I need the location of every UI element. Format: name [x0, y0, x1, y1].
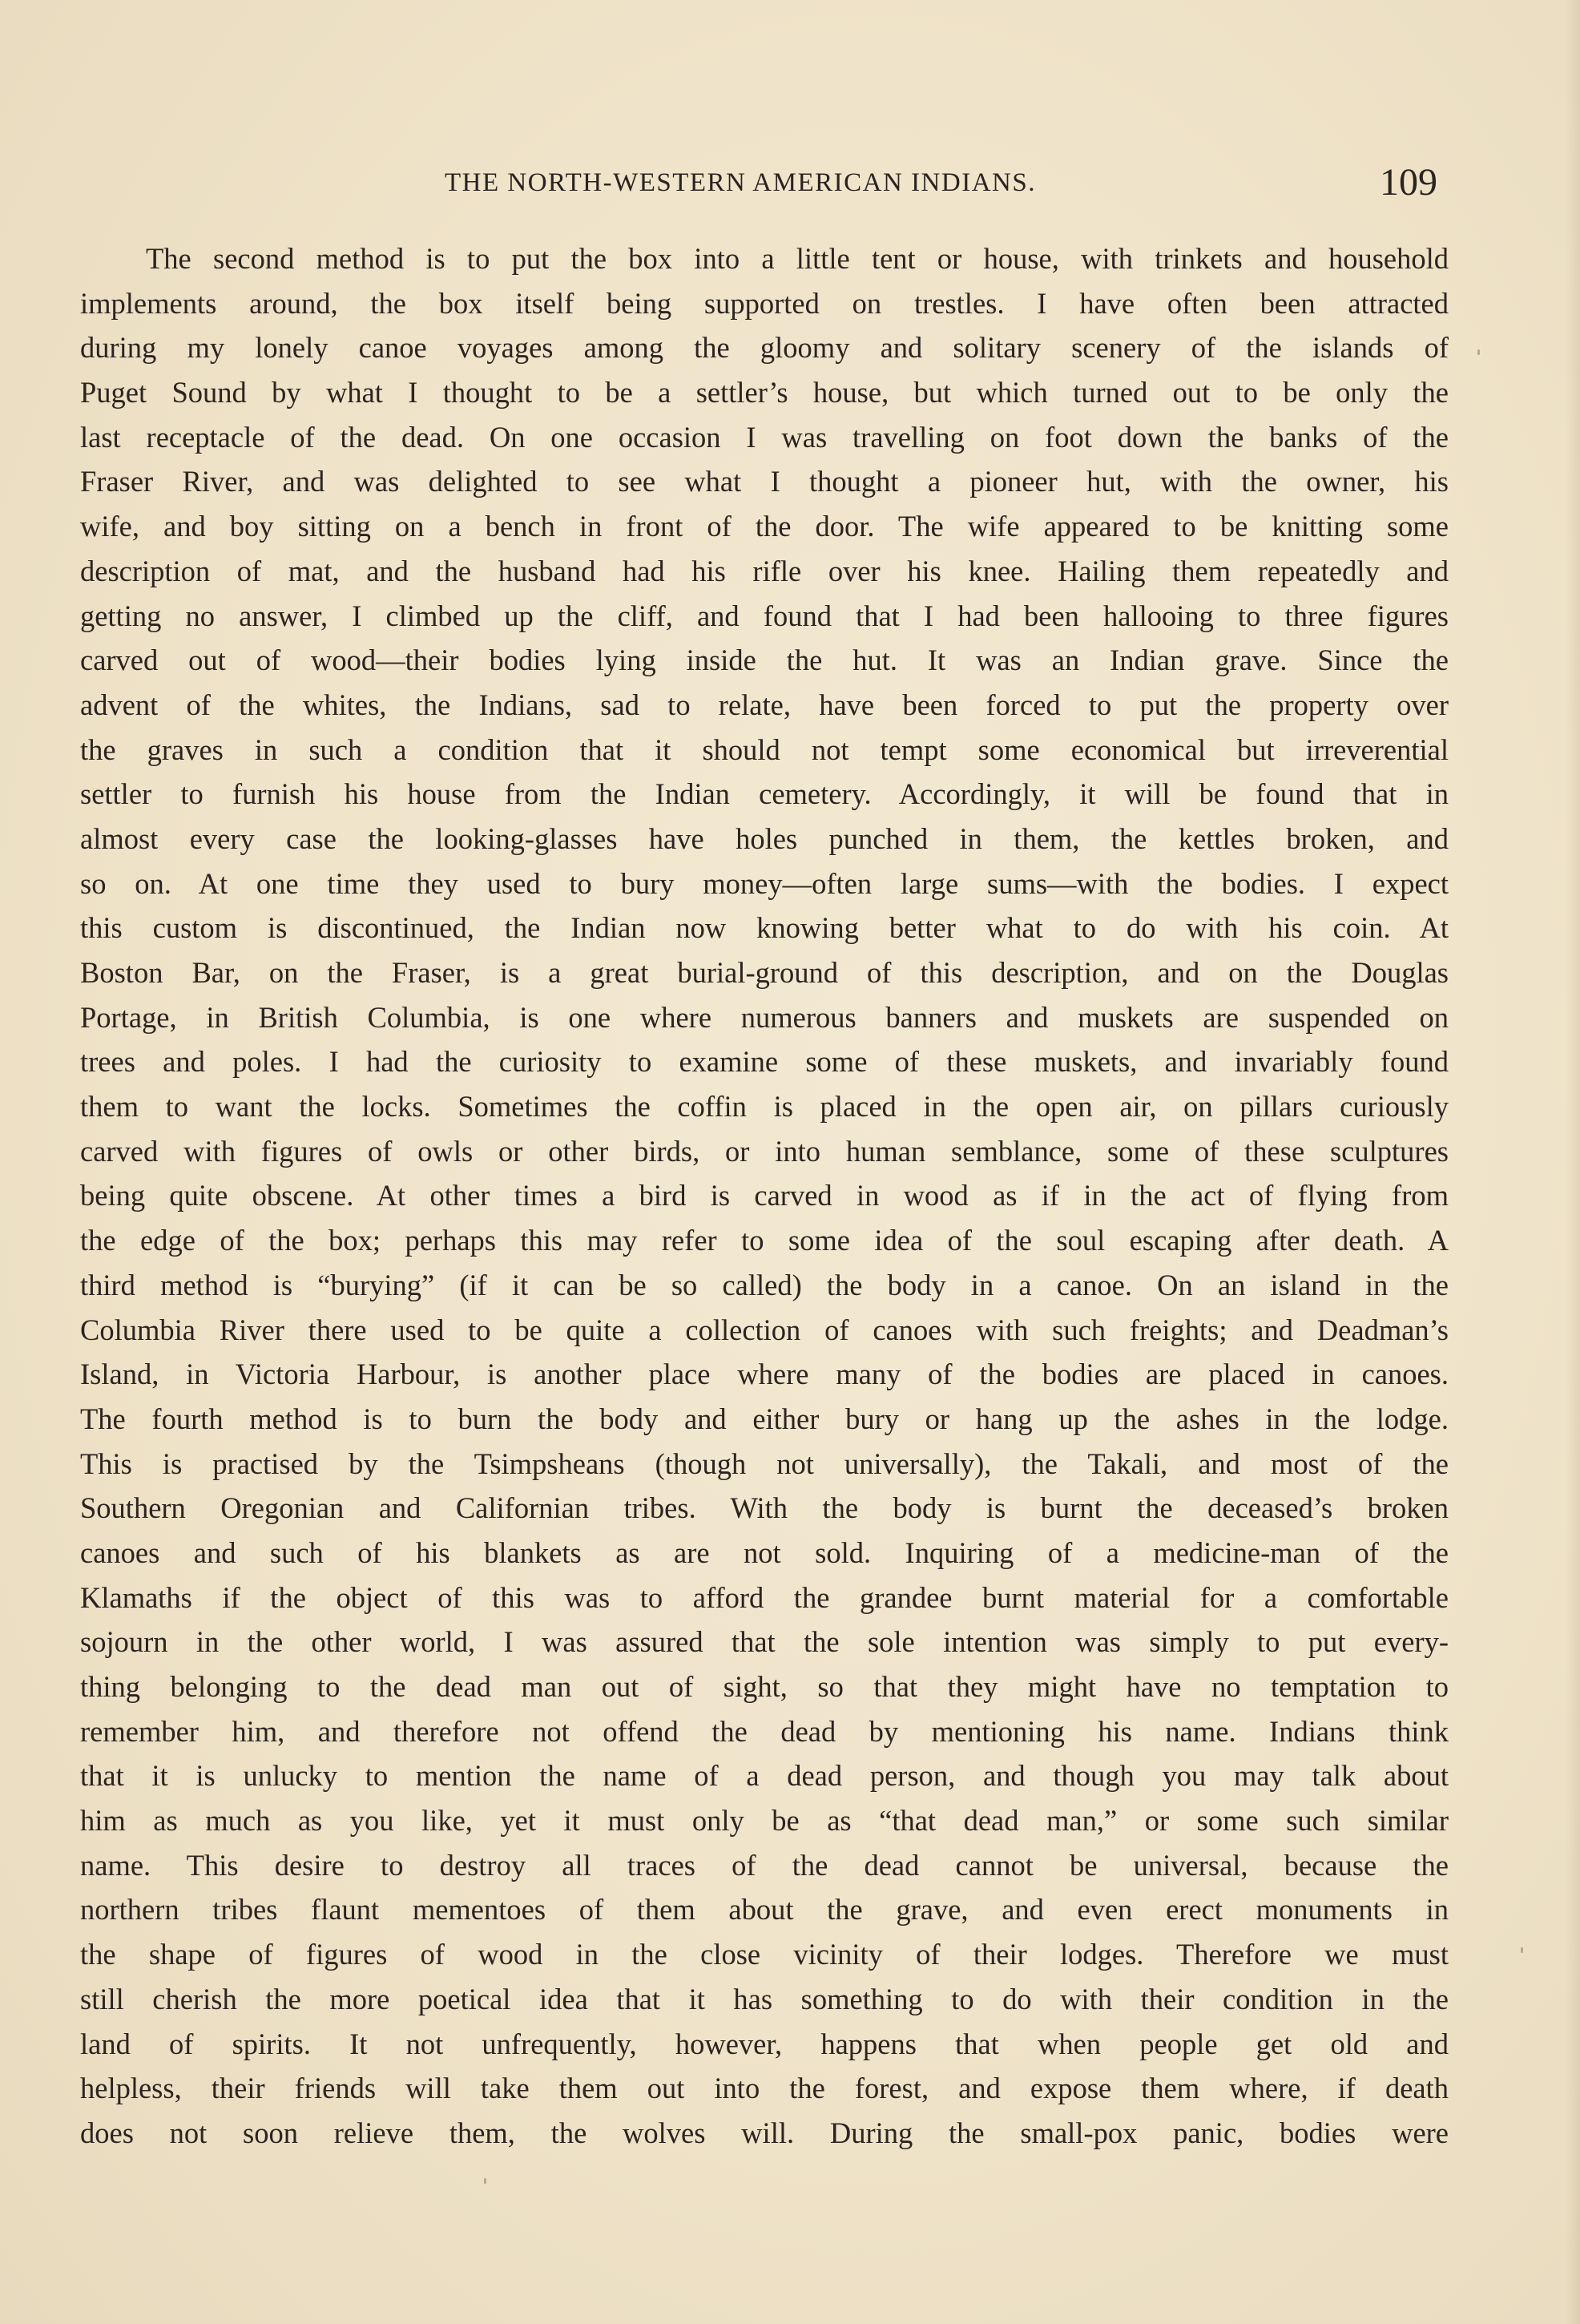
text-line: third method is “burying” (if it can be so called) the body in a canoe. On an island in the [80, 1268, 1449, 1301]
text-line: carved out of wood—their bodies lying inside the hut. It was an Indian grave. Since the [80, 644, 1449, 677]
body-text [80, 236, 1449, 2156]
text-line: Puget Sound by what I thought to be a settler’s house, but which turned out to be only the [80, 376, 1449, 410]
text-line: during my lonely canoe voyages among the gloomy and solitary scenery of the islands of [80, 331, 1449, 365]
text-line: land of spirits. It not unfrequently, however, happens that when people get old and [80, 2027, 1449, 2060]
text-line: canoes and such of his blankets as are not sold. Inquiring of a medicine-man of the [80, 1535, 1449, 1569]
text-line: Fraser River, and was delighted to see what I thought a pioneer hut, with the owner, his [80, 465, 1449, 498]
text-line: the graves in such a condition that it should not tempt some economical but irreverential [80, 732, 1449, 766]
text-line: implements around, the box itself being supported on trestles. I have often been attracted [80, 286, 1449, 320]
running-header [0, 162, 1580, 210]
paper-speck [484, 2178, 486, 2184]
text-line: sojourn in the other world, I was assured that the sole intention was simply to put every- [80, 1625, 1449, 1659]
text-line: description of mat, and the husband had his rifle over his knee. Hailing them repeatedly and [80, 554, 1449, 587]
text-line: being quite obscene. At other times a bird is carved in wood as if in the act of flying from [80, 1179, 1449, 1212]
text-line: Southern Oregonian and Californian tribes. With the body is burnt the deceased’s broken [80, 1491, 1449, 1525]
text-line: thing belonging to the dead man out of sight, so that they might have no temptation to [80, 1670, 1449, 1703]
text-line: last receptacle of the dead. On one occasion I was travelling on foot down the banks of the [80, 420, 1449, 454]
text-line: them to want the locks. Sometimes the coffin is placed in the open air, on pillars curiously [80, 1090, 1449, 1124]
text-line: this custom is discontinued, the Indian now knowing better what to do with his coin. At [80, 911, 1449, 945]
text-line: name. This desire to destroy all traces of the dead cannot be universal, because the [80, 1848, 1449, 1882]
text-line: still cherish the more poetical idea that it has something to do with their condition in the [80, 1982, 1449, 2015]
text-line: so on. At one time they used to bury money—often large sums—with the bodies. I expect [80, 866, 1449, 900]
text-line: northern tribes flaunt mementoes of them about the grave, and even erect monuments in [80, 1893, 1449, 1927]
text-line: the shape of figures of wood in the close vicinity of their lodges. Therefore we must [80, 1938, 1449, 1971]
text-line: wife, and boy sitting on a bench in front of the door. The wife appeared to be knitting some [80, 510, 1449, 543]
text-line: settler to furnish his house from the Indian cemetery. Accordingly, it will be found that in [80, 777, 1449, 811]
text-line: advent of the whites, the Indians, sad to relate, have been forced to put the property over [80, 688, 1449, 721]
paper-speck [1477, 349, 1480, 355]
text-line: almost every case the looking-glasses have holes punched in them, the kettles broken, and [80, 821, 1449, 855]
text-line: carved with figures of owls or other birds, or into human semblance, some of these sculptures [80, 1134, 1449, 1168]
text-line: Portage, in British Columbia, is one where numerous banners and muskets are suspended on [80, 1000, 1449, 1034]
text-line: Island, in Victoria Harbour, is another place where many of the bodies are placed in canoes. [80, 1358, 1449, 1391]
text-line: getting no answer, I climbed up the cliff, and found that I had been hallooing to three figures [80, 599, 1449, 632]
text-line: helpless, their friends will take them out into the forest, and expose them where, if death [80, 2072, 1449, 2105]
page-edge-shadow [1566, 0, 1580, 2324]
running-title: THE NORTH-WESTERN AMERICAN INDIANS. [445, 168, 1036, 197]
paper-speck [1521, 1947, 1523, 1953]
text-line: remember him, and therefore not offend the dead by mentioning his name. Indians think [80, 1714, 1449, 1748]
text-line: Boston Bar, on the Fraser, is a great burial-ground of this description, and on the Douglas [80, 956, 1449, 989]
text-line: that it is unlucky to mention the name of a dead person, and though you may talk about [80, 1759, 1449, 1793]
text-line: The fourth method is to burn the body and either bury or hang up the ashes in the lodge. [80, 1402, 1449, 1435]
text-line: This is practised by the Tsimpsheans (though not universally), the Takali, and most of the [80, 1446, 1449, 1480]
text-line: Klamaths if the object of this was to afford the grandee burnt material for a comfortable [80, 1580, 1449, 1614]
text-line: the edge of the box; perhaps this may refer to some idea of the soul escaping after death. A [80, 1224, 1449, 1257]
text-line: The second method is to put the box into a little tent or house, with trinkets and household [146, 242, 1449, 275]
text-line: him as much as you like, yet it must only be as “that dead man,” or some such similar [80, 1804, 1449, 1838]
text-line: Columbia River there used to be quite a collection of canoes with such freights; and Deadman’s [80, 1313, 1449, 1346]
text-line: trees and poles. I had the curiosity to examine some of these muskets, and invariably found [80, 1045, 1449, 1079]
page-number: 109 [1380, 161, 1437, 204]
text-line: does not soon relieve them, the wolves will. During the small-pox panic, bodies were [80, 2116, 1449, 2149]
